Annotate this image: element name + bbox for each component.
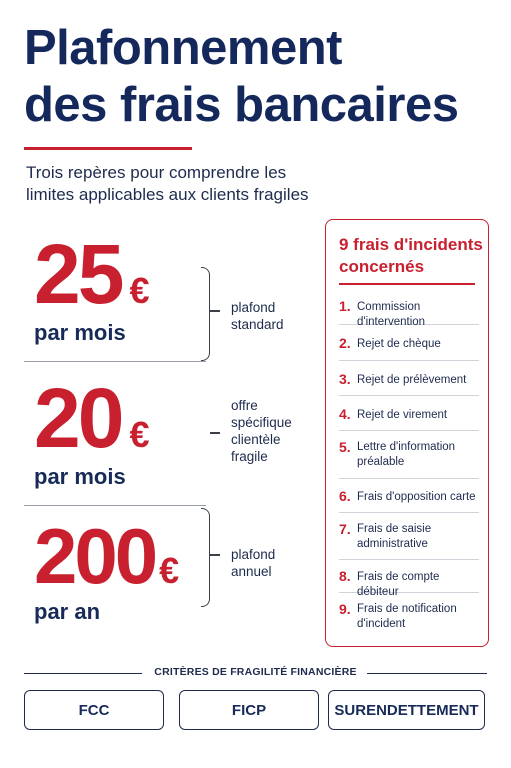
subtitle-line-1: Trois repères pour comprendre les [26,163,287,182]
label-line: standard [231,317,284,332]
bracket-annual [201,508,210,607]
list-item [339,513,479,560]
criteria-fcc: FCC [24,690,164,730]
label-line: clientèle [231,432,281,447]
label-line: plafond [231,547,276,562]
panel-title-line: 9 frais d'incidents [339,235,483,254]
bracket-standard [201,267,210,361]
list-item [339,479,479,513]
item-number: 4. [339,406,351,422]
panel-title [339,234,484,278]
bracket-tick [210,554,220,556]
item-number: 8. [339,568,351,584]
title-line-2: des frais bancaires [24,78,459,132]
divider [24,361,206,362]
item-text [357,440,479,470]
item-text [357,373,479,388]
label-line: offre [231,398,258,413]
stat-value: 200 [34,512,156,600]
list-item [339,361,479,396]
title-line-1: Plafonnement [24,21,342,75]
criteria-ficp: FICP [179,690,319,730]
subtitle-line-2: limites applicables aux clients fragiles [26,185,309,204]
euro-sign: € [129,270,150,311]
item-line: préalable [357,456,405,468]
list-item [339,593,479,641]
item-text [357,337,479,352]
page-title [24,20,504,134]
item-line: Rejet de prélèvement [357,374,467,386]
stat-value: 20 [34,371,122,465]
stat-period: par mois [34,320,126,345]
stat-period: par an [34,599,101,624]
item-text [357,408,479,423]
criteria-surendettement: SURENDETTEMENT [328,690,485,730]
panel-title-underline [339,283,475,285]
subtitle [26,162,356,206]
item-line: administrative [357,538,428,550]
item-number: 2. [339,335,351,351]
euro-sign: € [159,550,180,591]
item-text [357,602,479,632]
item-line: Frais de notification [357,603,457,615]
euro-sign: € [129,414,150,455]
stat-fragile-cap [34,371,150,490]
list-item [339,290,479,328]
stat-standard-cap [34,227,150,346]
title-underline [24,147,192,150]
bracket-tick [210,432,220,434]
item-line: Rejet de virement [357,409,448,421]
item-number: 5. [339,439,351,455]
label-line: spécifique [231,415,292,430]
item-number: 3. [339,371,351,387]
item-line: Frais de compte débiteur [357,571,440,598]
item-number: 6. [339,488,351,504]
list-item [339,325,479,361]
stat-value: 25 [34,227,122,321]
item-line: Commission d'intervention [357,301,426,328]
item-number: 1. [339,298,351,314]
label-line: fragile [231,449,268,464]
item-number: 7. [339,521,351,537]
stat-period: par mois [34,464,126,489]
label-line: annuel [231,564,272,579]
item-number: 9. [339,601,351,617]
item-line: Rejet de chèque [357,338,441,350]
label-fragile-offer [231,397,292,465]
label-standard-cap [231,299,284,333]
list-item [339,431,479,479]
item-text [357,490,479,505]
divider [24,505,206,506]
fee-list [339,290,479,641]
item-line: Frais d'opposition carte [357,491,476,503]
label-line: plafond [231,300,276,315]
list-item [339,396,479,431]
stat-annual-cap [34,512,180,625]
incident-fees-panel [325,219,489,647]
list-item [339,560,479,598]
item-line: d'incident [357,618,406,630]
criteria-title: CRITÈRES DE FRAGILITÉ FINANCIÈRE [154,666,357,678]
panel-title-line: concernés [339,257,425,276]
item-line: Frais de saisie [357,523,432,535]
criteria-rule-right [367,673,487,674]
item-line: Lettre d'information [357,441,456,453]
label-annual-cap [231,546,275,580]
bracket-tick [210,310,220,312]
item-text [357,522,479,552]
